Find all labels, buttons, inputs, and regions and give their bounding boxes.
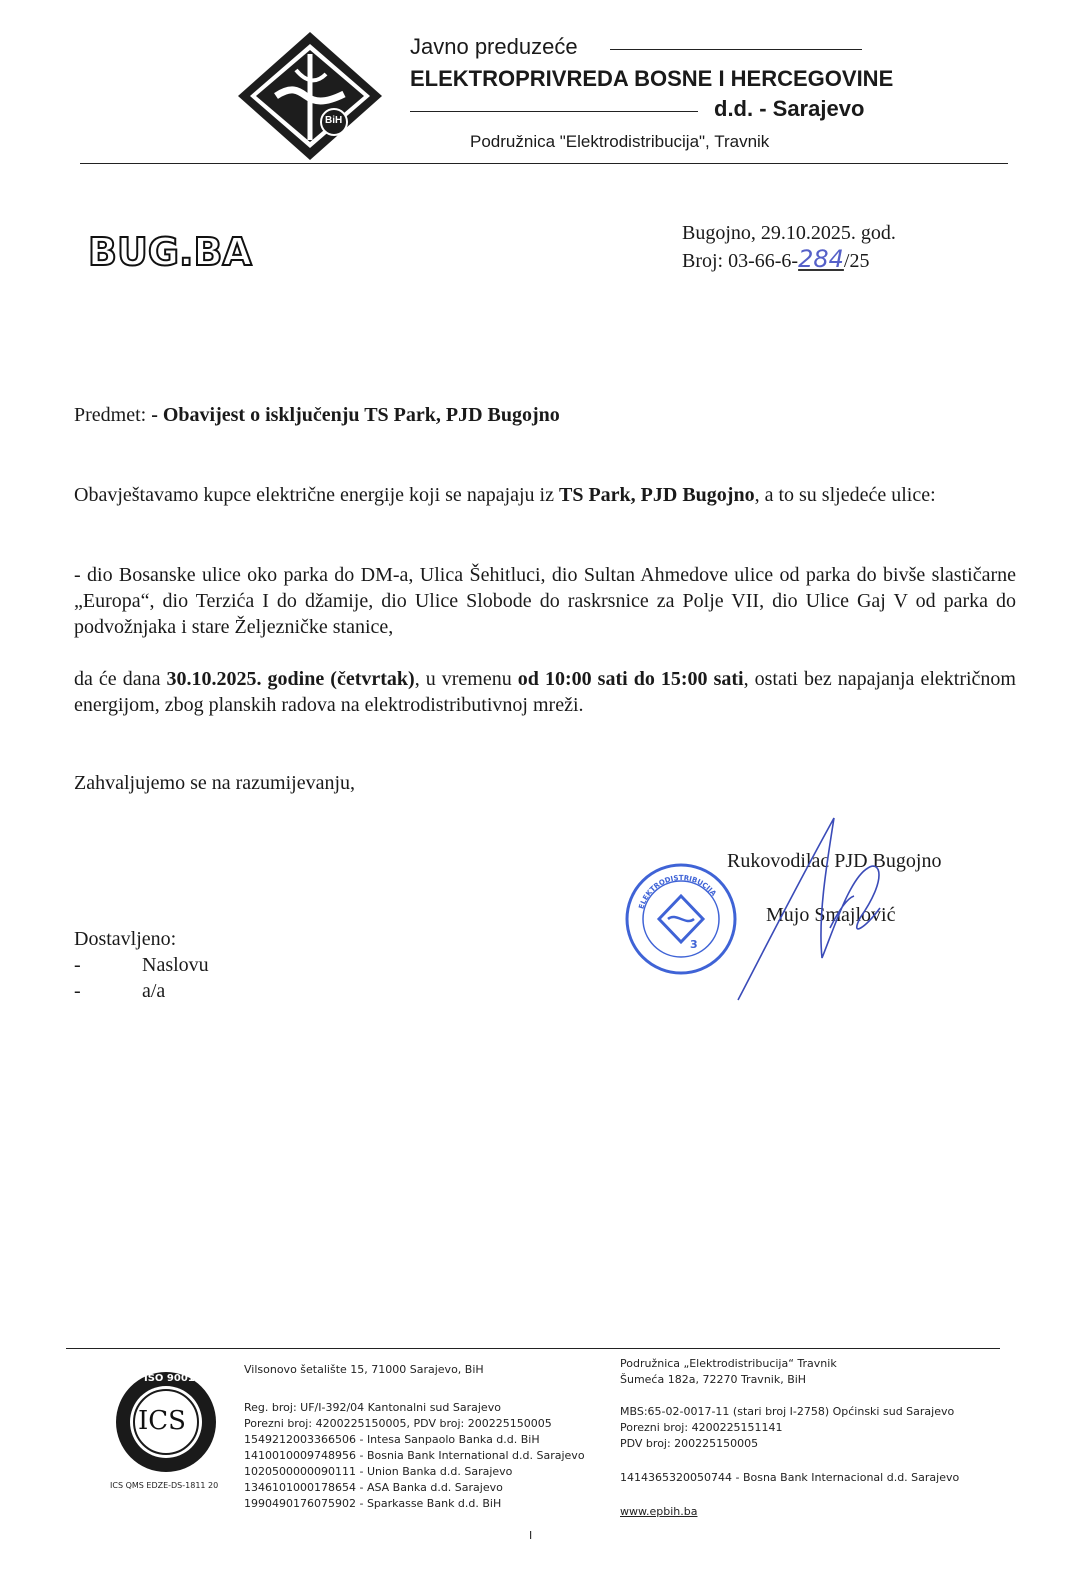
outage-date: 30.10.2025. godine (četvrtak) (166, 668, 415, 690)
footer-bank-right: 1414365320050744 - Bosna Bank Internacional d.d. Sarajevo (620, 1471, 960, 1484)
footer-line: Porezni broj: 4200225151141 (620, 1421, 783, 1434)
paragraph-streets: - dio Bosanske ulice oko parka do DM-a, Ulica Šehitluci, dio Sultan Ahmedove ulice od parka do bivše slastičarne „Europa“, dio Terzića I do džamije, dio Ulice Slobode do raskrsnice za Polje VII, dio Ulice Gaj V od parka do podvožnjaka i stare Željezničke stanice, (74, 564, 1016, 638)
outage-text-2: , u vremenu (414, 668, 518, 690)
signatory-title: Rukovodilac PJD Bugojno (727, 850, 942, 872)
iso-label: ISO 9001 (144, 1373, 195, 1384)
delivered-dash: - (74, 980, 81, 1002)
outage-time: od 10:00 sati do 15:00 sati (517, 668, 744, 690)
footer-address: Vilsonovo šetalište 15, 71000 Sarajevo, BiH (244, 1363, 484, 1376)
branch-name: Podružnica "Elektrodistribucija", Travnik (470, 132, 770, 151)
delivered-text: a/a (142, 980, 166, 1002)
place-date: Bugojno, 29.10.2025. god. (682, 222, 896, 244)
delivered-item (74, 952, 374, 978)
cert-code: ICS QMS EDZE-DS-1811 20 (110, 1481, 219, 1490)
footer-right-block (620, 1404, 954, 1452)
svg-text:ELEKTRODISTRIBUCIJA (637, 874, 718, 910)
header-rule-2 (410, 111, 698, 112)
header-rule-1 (610, 49, 862, 50)
company-line1: Javno preduzeće (410, 34, 578, 59)
official-stamp (624, 862, 738, 976)
footer-line: PDV broj: 200225150005 (620, 1437, 759, 1450)
footer-branch-address: Šumeća 182a, 72270 Travnik, BiH (620, 1373, 807, 1386)
closing-line: Zahvaljujemo se na razumijevanju, (74, 772, 356, 794)
subject-text: - Obavijest o isključenju TS Park, PJD Bugojno (151, 404, 560, 426)
ics-label: ICS (138, 1406, 186, 1436)
footer-line: Porezni broj: 4200225150005, PDV broj: 200225150005 (244, 1417, 552, 1430)
footer-branch-name: Podružnica „Elektrodistribucija“ Travnik (620, 1357, 837, 1370)
delivered-item (74, 978, 374, 1004)
footer-line: MBS:65-02-0017-11 (stari broj I-2758) Općinski sud Sarajevo (620, 1405, 955, 1418)
outage-text: da će dana (74, 668, 167, 690)
intro-text: Obavještavamo kupce električne energije koji se napajaju iz (74, 484, 559, 506)
stamp-number: 3 (690, 938, 698, 951)
paragraph-intro (74, 482, 1016, 508)
footer-branch-block (620, 1356, 837, 1388)
logo-badge: BiH (325, 115, 343, 126)
footer-divider (66, 1348, 1000, 1349)
subject-label: Predmet: (74, 404, 152, 426)
watermark-logo: BUG.BA (88, 230, 252, 274)
number-handwritten: 284 (798, 245, 844, 273)
handwritten-signature (730, 808, 930, 1008)
document-number (682, 246, 869, 274)
delivered-dash: - (74, 954, 81, 976)
company-city: d.d. - Sarajevo (714, 96, 865, 121)
intro-station: TS Park, PJD Bugojno (559, 484, 755, 506)
company-logo (236, 30, 384, 162)
outage-text-3: , ostati bez napajanja električnom energijom, zbog planskih radova na elektrodistributivnoj mreži. (74, 668, 1016, 716)
footer-left-block (244, 1400, 585, 1512)
subject-line (74, 402, 560, 428)
footer-line: Reg. broj: UF/I-392/04 Kantonalni sud Sarajevo (244, 1401, 501, 1414)
header-divider (80, 163, 1008, 164)
paragraph-outage (74, 666, 1016, 718)
delivered-text: Naslovu (142, 954, 209, 976)
page-mark: I (529, 1529, 533, 1542)
footer-line: 1990490176075902 - Sparkasse Bank d.d. BiH (244, 1497, 502, 1510)
stamp-text: ELEKTRODISTRIBUCIJA (637, 873, 718, 910)
footer-line: 1020500000090111 - Union Banka d.d. Sarajevo (244, 1465, 513, 1478)
footer-website[interactable]: www.epbih.ba (620, 1505, 698, 1518)
delivered-label: Dostavljeno: (74, 928, 177, 950)
number-prefix: Broj: 03-66-6- (682, 250, 799, 272)
number-suffix: /25 (843, 250, 870, 272)
signatory-name: Mujo Smajlović (766, 904, 896, 926)
intro-text-end: , a to su sljedeće ulice: (754, 484, 936, 506)
footer-line: 1346101000178654 - ASA Banka d.d. Sarajevo (244, 1481, 503, 1494)
iso-certificate-logo (114, 1370, 218, 1474)
company-name: ELEKTROPRIVREDA BOSNE I HERCEGOVINE (410, 66, 894, 91)
footer-line: 1549212003366506 - Intesa Sanpaolo Banka d.d. BiH (244, 1433, 540, 1446)
footer-line: 1410010009748956 - Bosnia Bank International d.d. Sarajevo (244, 1449, 585, 1462)
